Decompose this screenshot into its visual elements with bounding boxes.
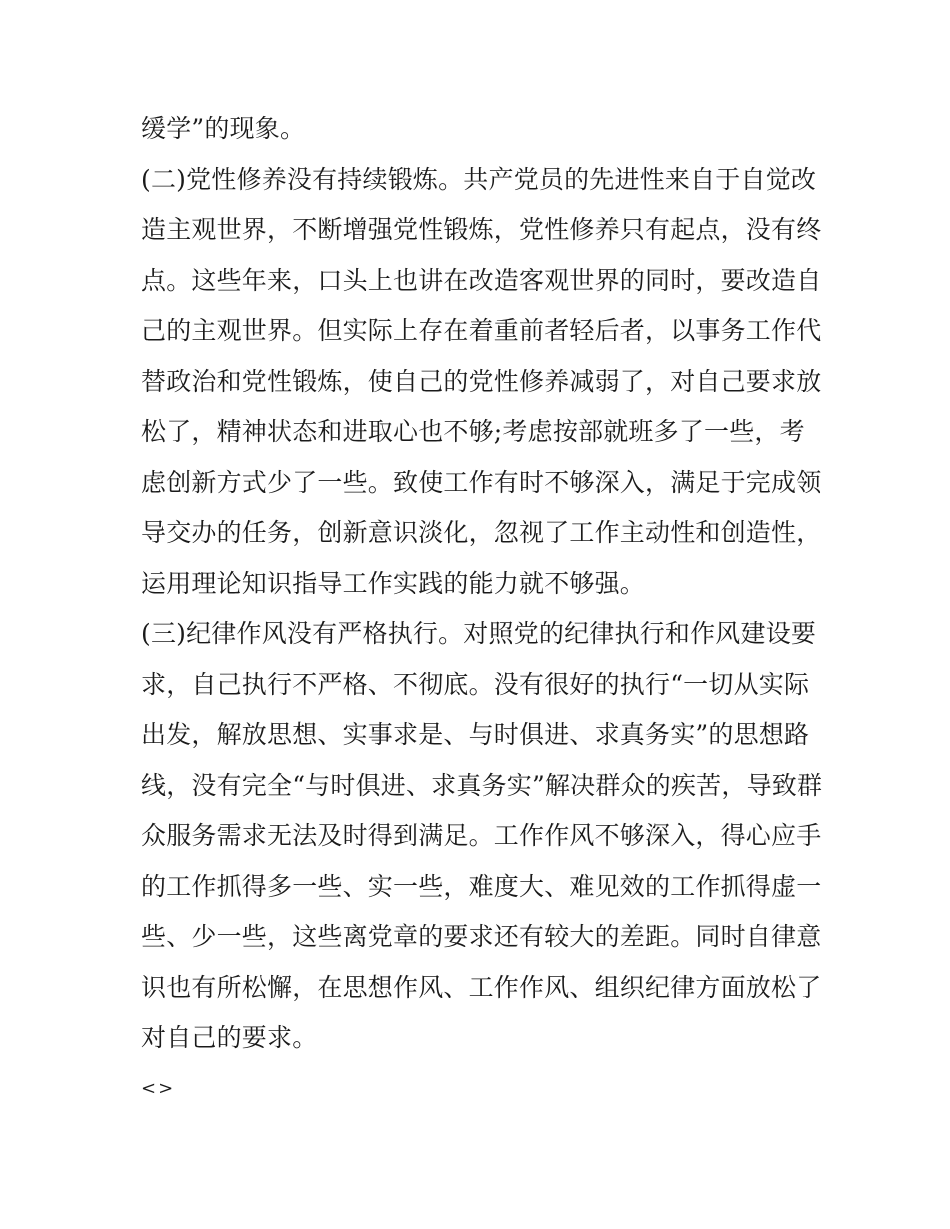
text-line-12: 求，自己执行不严格、不彻底。没有很好的执行“一切从实际 [141,669,810,699]
text-line-1: 缓学”的现象。 [141,114,306,143]
text-line-14: 线，没有完全“与时俱进、求真务实”解决群众的疾苦，导致群 [141,770,823,800]
paragraph-2-heading-line: (二)党性修养没有持续锻炼。共产党员的先进性来自于自觉改 [141,164,817,194]
end-marker: <> [141,1077,176,1099]
text-line-16: 的工作抓得多一些、实一些，难度大、难见效的工作抓得虚一 [141,871,822,901]
text-line-8: 虑创新方式少了一些。致使工作有时不够深入，满足于完成领 [141,467,822,497]
text-line-17: 些、少一些，这些离党章的要求还有较大的差距。同时自律意 [141,922,822,951]
text-line-5: 己的主观世界。但实际上存在着重前者轻后者，以事务工作代 [141,316,822,345]
text-line-19: 对自己的要求。 [141,1023,318,1052]
text-line-7: 松了，精神状态和进取心也不够;考虑按部就班多了一些，考 [141,417,805,446]
paragraph-3-heading-line: (三)纪律作风没有严格执行。对照党的纪律执行和作风建设要 [141,619,817,648]
text-line-3: 造主观世界，不断增强党性锻炼，党性修养只有起点，没有终 [141,215,822,244]
text-line-10: 运用理论知识指导工作实践的能力就不够强。 [141,568,646,598]
body-text [141,104,823,1114]
text-line-18: 识也有所松懈，在思想作风、工作作风、组织纪律方面放松了 [141,972,822,1002]
text-line-13: 出发，解放思想、实事求是、与时俱进、求真务实”的思想路 [141,720,810,749]
text-line-4: 点。这些年来，口头上也讲在改造客观世界的同时，要改造自 [141,265,822,295]
text-line-6: 替政治和党性锻炼，使自己的党性修养减弱了，对自己要求放 [141,366,822,396]
text-line-15: 众服务需求无法及时得到满足。工作作风不够深入，得心应手 [141,821,822,850]
text-line-9: 导交办的任务，创新意识淡化，忽视了工作主动性和创造性， [141,518,822,547]
